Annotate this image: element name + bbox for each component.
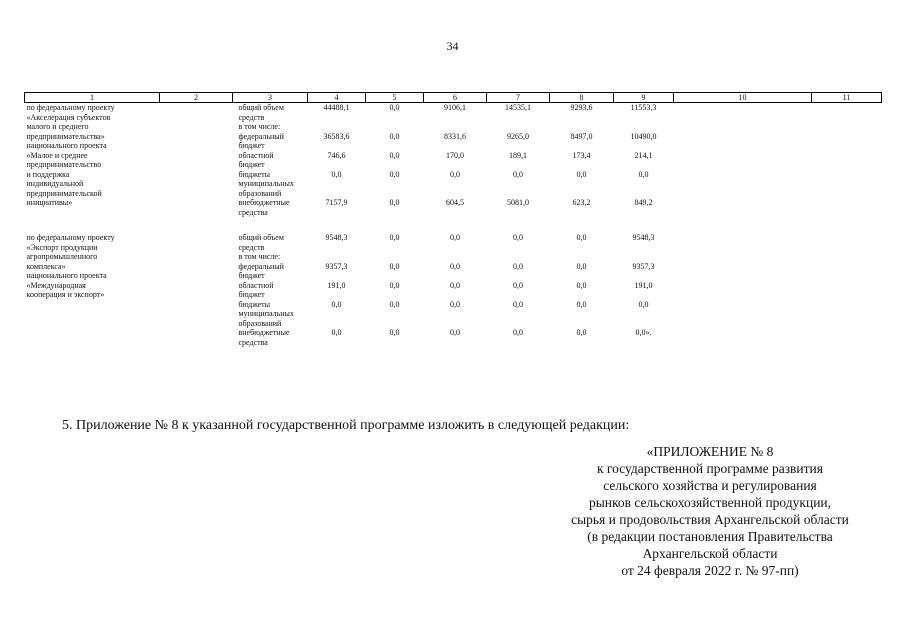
funding-source-line: средств [238,242,265,252]
header-cell: 7 [487,93,550,103]
funding-source-line: внебюджетные [238,328,290,337]
funding-source-label [233,151,308,170]
empty-cell [674,170,812,199]
amount-cell [487,122,550,132]
funding-source-line: федеральный [238,131,284,141]
amount-cell: 0,0 [576,261,587,271]
amount-cell: 0,0 [389,261,400,271]
funding-source-line: муниципальных [238,179,294,188]
project-description-line: предпринимательство [26,160,102,169]
funding-source-label [233,132,308,151]
amount-cell: 0,0 [389,169,400,179]
appendix-line: от 24 февраля 2022 г. № 97-пп) [621,563,799,578]
amount-cell [614,122,674,132]
amount-cell [424,122,487,132]
empty-cell [160,233,233,347]
amount-cell: 623,2 [572,198,591,207]
empty-cell [674,281,812,300]
funding-source-line: средства [238,207,268,217]
funding-source-line: бюджеты [238,169,271,179]
table-header-row [25,93,882,103]
amount-cell: 9357,3 [632,261,655,271]
amount-cell: 7157,9 [325,198,348,207]
header-cell: 9 [614,93,674,103]
amount-cell: 849,2 [634,198,653,207]
amount-cell: 0,0 [576,280,587,290]
funding-table-container [24,92,881,347]
amount-cell: 0,0 [389,280,400,290]
amount-cell [550,122,614,132]
funding-source-label [233,252,308,262]
amount-cell: 0,0 [450,299,460,309]
amount-cell: 0,0 [513,169,523,179]
empty-cell [674,233,812,252]
funding-source-line: бюджет [238,290,265,299]
project-description-line: малого и среднего [26,122,89,131]
header-cell: 4 [308,93,366,103]
project-description-line: национального проекта [26,271,107,280]
funding-source-line: бюджет [238,160,265,169]
empty-cell [674,103,812,123]
amount-cell: 9293,6 [570,103,593,112]
amount-cell: 0,0 [576,328,587,337]
project-description-line: инициативы» [26,198,73,207]
amount-cell: 170,0 [446,150,464,160]
funding-source-line: бюджет [238,141,265,150]
funding-source-line: бюджеты [238,299,271,309]
empty-cell [812,252,882,262]
amount-cell: 0,0 [576,169,587,179]
project-description-line: «Малое и среднее [26,150,88,160]
amount-cell: 0,0 [450,280,460,290]
empty-cell [674,122,812,132]
amount-cell: 0,0 [331,169,342,179]
funding-source-label [233,328,308,347]
appendix-line: (в редакции постановления Правительства [587,529,833,544]
empty-cell [674,132,812,151]
empty-cell [674,328,812,347]
project-description-line: и поддержка [26,169,70,179]
project-description-line: кооперация и экспорт» [26,290,105,299]
empty-cell [674,198,812,217]
funding-source-line: областной [238,150,274,160]
funding-source-label [233,281,308,300]
empty-cell [812,300,882,329]
appendix-line: к государственной программе развития [597,461,823,476]
funding-source-label [233,103,308,123]
amount-cell: 0,0 [450,169,460,179]
amount-cell [614,252,674,262]
amount-cell: 9357,3 [325,261,348,271]
amount-cell: 0,0 [450,261,460,271]
empty-cell [674,252,812,262]
funding-source-line: общий объем [238,233,284,242]
project-description-line: индивидуальной [26,179,84,188]
empty-cell [674,151,812,170]
page-number: 34 [446,39,459,53]
funding-source-line: бюджет [238,271,265,280]
empty-cell [812,328,882,347]
project-description-line: «Международная [26,280,86,290]
amount-cell: 0,0 [450,233,460,242]
table-row [25,103,882,123]
project-description-line: агропромышленного [26,252,98,261]
amount-cell: 0,0 [389,198,400,207]
amount-cell: 191,0 [327,280,346,290]
amount-cell: 0,0 [389,150,400,160]
funding-source-label [233,262,308,281]
empty-cell [674,300,812,329]
funding-source-line: областной [238,280,274,290]
empty-cell [812,103,882,123]
funding-source-line: внебюджетные [238,198,290,207]
project-description-line: национального проекта [26,141,107,150]
table-row [25,233,882,252]
funding-source-line: образований [238,318,282,328]
funding-source-line: федеральный [238,261,284,271]
amount-cell [424,252,487,262]
appendix-line: рынков сельскохозяйственной продукции, [588,495,832,510]
amount-cell: 0,0 [576,299,587,309]
amount-cell: 8497,0 [570,131,593,141]
empty-cell [812,132,882,151]
amount-cell: 0,0 [638,169,649,179]
funding-source-line: средства [238,337,268,347]
funding-source-line: муниципальных [238,309,294,318]
amount-cell: 36583,6 [323,131,350,141]
funding-source-label [233,170,308,199]
funding-source-line: средств [238,112,265,122]
project-description [25,103,160,218]
header-cell: 5 [366,93,424,103]
project-description-line: «Акселерация субъектов [26,112,111,122]
group-spacer [25,217,882,233]
amount-cell: 604,5 [446,198,464,207]
amount-cell [366,122,424,132]
appendix-line: «ПРИЛОЖЕНИЕ № 8 [646,444,774,459]
amount-cell: 0,0 [576,233,587,242]
amount-cell: 14535,1 [505,103,531,112]
amount-cell: 189,1 [509,150,527,160]
amount-cell: 746,6 [327,150,346,160]
amount-cell: 10490,0 [630,131,657,141]
amount-cell: 0,0 [389,103,400,112]
amount-cell [487,252,550,262]
amount-cell: 5081,0 [507,198,529,207]
empty-cell [812,198,882,217]
amount-cell: 44488,1 [323,103,350,112]
amount-cell: 0,0». [635,328,652,337]
empty-cell [160,103,233,218]
amount-cell: 0,0 [331,328,342,337]
header-cell: 1 [25,93,160,103]
funding-source-line: в том числе: [238,122,281,131]
amount-cell: 0,0 [389,233,400,242]
table-body [25,103,882,348]
amount-cell: 0,0 [389,328,400,337]
amount-cell: 0,0 [331,299,342,309]
header-cell: 11 [812,93,882,103]
appendix-heading [540,443,880,579]
funding-source-line: образований [238,188,282,198]
funding-source-label [233,122,308,132]
funding-source-label [233,233,308,252]
funding-source-line: в том числе: [238,252,281,261]
amount-cell: 214,1 [634,150,653,160]
amount-cell: 173,4 [572,150,591,160]
project-description [25,233,160,347]
empty-cell [812,233,882,252]
amount-cell: 9548,3 [325,233,348,242]
appendix-line: Архангельской области [642,546,778,561]
amount-cell: 0,0 [450,328,460,337]
amount-cell: 0,0 [513,280,523,290]
amendment-paragraph: 5. Приложение № 8 к указанной государственной программе изложить в следующей редакции: [62,418,630,433]
empty-cell [812,262,882,281]
funding-table [24,92,882,347]
header-cell: 6 [424,93,487,103]
amount-cell [366,252,424,262]
amount-cell: 0,0 [513,261,523,271]
appendix-line: сырья и продовольствия Архангельской области [571,512,849,527]
amount-cell: 9548,3 [632,233,655,242]
project-description-line: по федеральному проекту [26,103,115,112]
empty-cell [812,170,882,199]
header-cell: 8 [550,93,614,103]
empty-cell [812,122,882,132]
funding-source-line: общий объем [238,103,284,112]
amount-cell: 8331,6 [444,131,466,141]
amount-cell [550,252,614,262]
appendix-line: сельского хозяйства и регулирования [603,478,817,493]
amount-cell: 0,0 [513,233,523,242]
funding-source-label [233,300,308,329]
amount-cell: 9106,1 [444,103,466,112]
amount-cell: 191,0 [634,280,653,290]
amount-cell [308,122,366,132]
empty-cell [812,281,882,300]
funding-source-label [233,198,308,217]
project-description-line: предпринимательства» [26,131,105,141]
amount-cell [308,252,366,262]
header-cell: 10 [674,93,812,103]
amount-cell: 0,0 [638,299,649,309]
header-cell: 3 [233,93,308,103]
amount-cell: 0,0 [389,131,400,141]
amount-cell: 0,0 [389,299,400,309]
empty-cell [812,151,882,170]
project-description-line: комплекса» [26,261,66,271]
project-description-line: «Экспорт продукции [26,242,98,252]
amount-cell: 0,0 [513,299,523,309]
project-description-line: предпринимательской [26,188,102,198]
amount-cell: 11553,3 [630,103,657,112]
header-cell: 2 [160,93,233,103]
amount-cell: 0,0 [513,328,523,337]
project-description-line: по федеральному проекту [26,233,115,242]
amount-cell: 9265,0 [507,131,529,141]
empty-cell [674,262,812,281]
